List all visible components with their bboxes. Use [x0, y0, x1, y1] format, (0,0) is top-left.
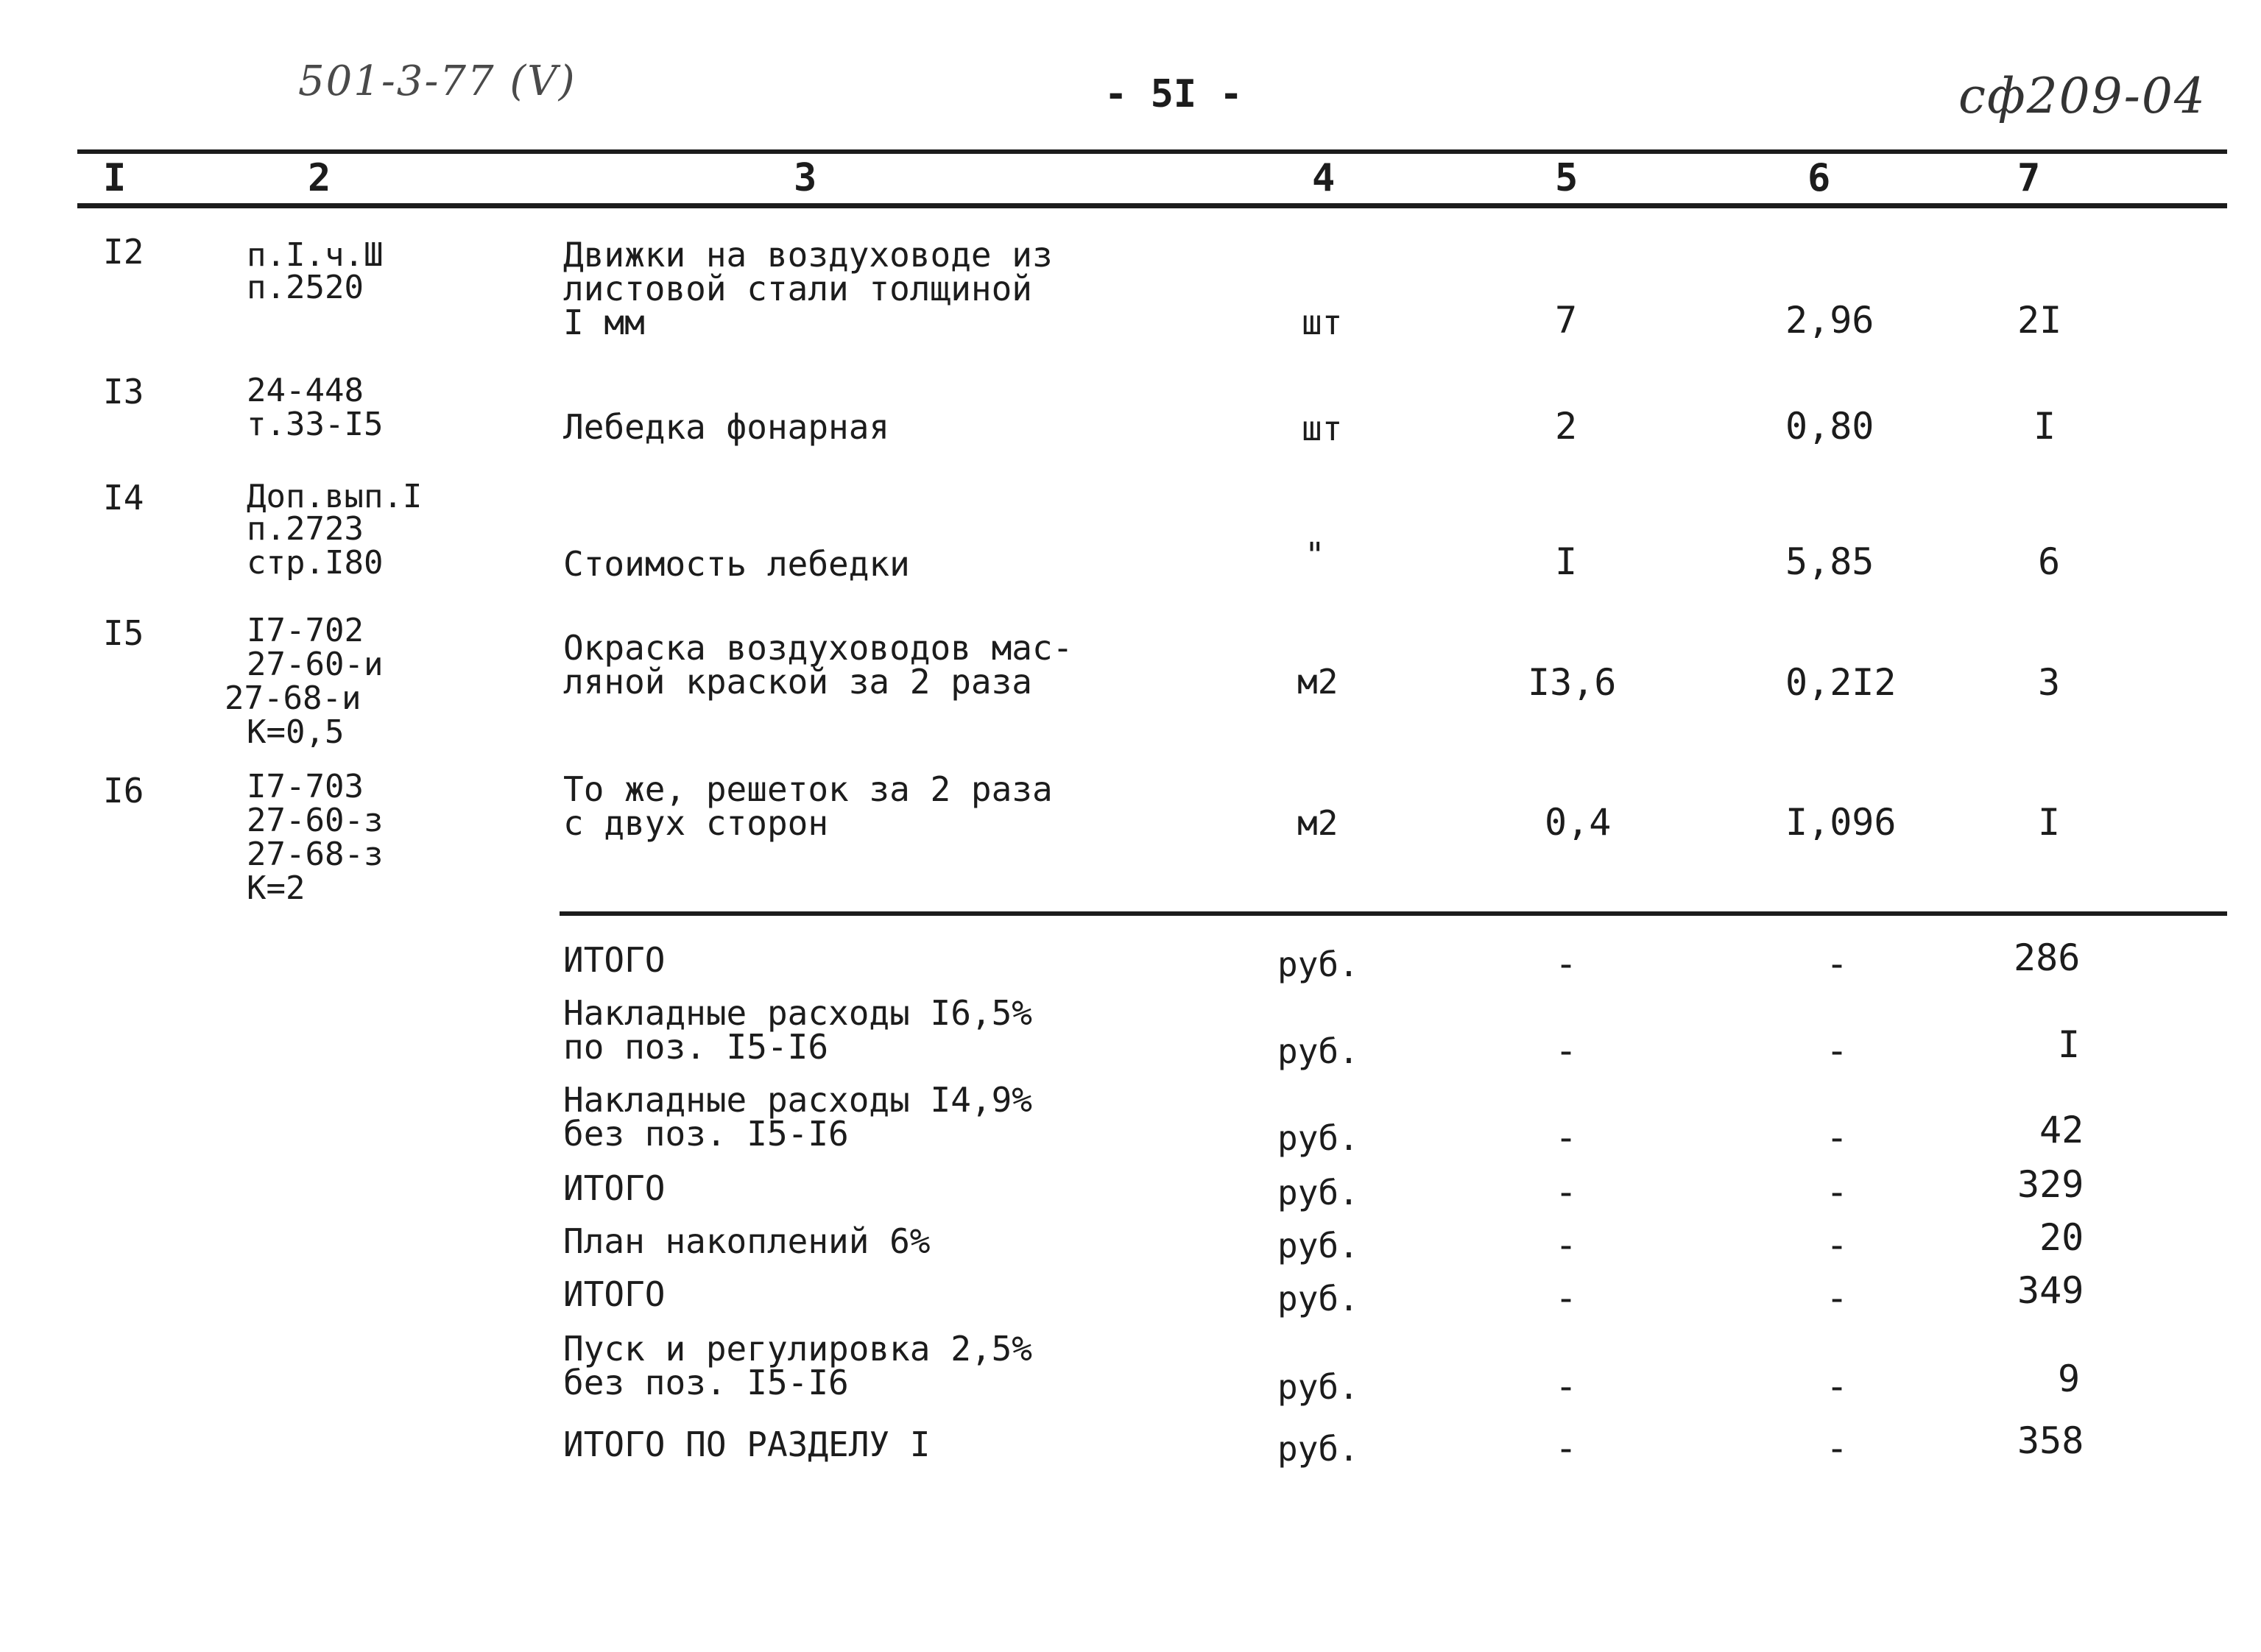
page-number: - 5I -: [1104, 72, 1243, 116]
total-cost: 42: [2039, 1109, 2084, 1151]
document-code-right: сф209-04: [1958, 68, 2207, 124]
summary-label: Накладные расходы I4,9%: [563, 1080, 1032, 1120]
reference-line: К=2: [247, 869, 306, 907]
summary-label: по поз. I5-I6: [563, 1027, 829, 1067]
reference-line: 27-60-и: [247, 646, 384, 683]
position-number: I3: [103, 372, 144, 412]
summary-label: ИТОГО: [563, 940, 666, 980]
item-name-line: с двух сторон: [563, 803, 829, 843]
unit-price: -: [1826, 1427, 1849, 1469]
item-name-line: Окраска воздуховодов мас-: [563, 628, 1073, 668]
item-name-line: ляной краской за 2 раза: [563, 662, 1032, 702]
position-number: I5: [103, 613, 144, 653]
total-cost: 329: [2017, 1163, 2084, 1206]
reference-line: I7-702: [247, 612, 364, 649]
total-cost: 6: [2038, 540, 2061, 583]
unit-price: -: [1826, 1171, 1849, 1213]
quantity: I3,6: [1528, 661, 1617, 704]
header-bottom-rule: [77, 203, 2227, 208]
summary-label: без поз. I5-I6: [563, 1114, 849, 1154]
unit-price: 2,96: [1785, 299, 1874, 342]
total-cost: 20: [2039, 1216, 2084, 1259]
unit: руб.: [1277, 1173, 1359, 1212]
unit-price: 0,2I2: [1785, 661, 1897, 704]
unit-price: -: [1826, 1365, 1849, 1408]
unit: шт: [1302, 409, 1343, 448]
quantity: 2: [1555, 405, 1578, 448]
total-cost: 9: [2058, 1358, 2081, 1400]
total-cost: I: [2038, 801, 2061, 844]
unit-price: 5,85: [1785, 540, 1874, 583]
quantity: -: [1555, 1427, 1578, 1469]
summary-label: ИТОГО ПО РАЗДЕЛУ I: [563, 1425, 931, 1464]
reference-line: 24-448: [247, 372, 364, 409]
total-cost: 349: [2017, 1269, 2084, 1312]
position-number: I2: [103, 232, 144, 272]
quantity: -: [1555, 942, 1578, 985]
summary-label: без поз. I5-I6: [563, 1363, 849, 1402]
quantity: -: [1555, 1365, 1578, 1408]
quantity: -: [1555, 1224, 1578, 1266]
document-code-left: 501-3-77 (V): [298, 57, 576, 105]
total-cost: I: [2058, 1023, 2081, 1066]
item-name-line: I мм: [563, 303, 645, 342]
summary-label: Накладные расходы I6,5%: [563, 993, 1032, 1033]
unit-price: -: [1826, 1277, 1849, 1319]
reference-line: 27-68-з: [247, 836, 384, 873]
unit: руб.: [1277, 1031, 1359, 1071]
item-name-line: Движки на воздуховоде из: [563, 235, 1053, 275]
unit: руб.: [1277, 1118, 1359, 1158]
quantity: I: [1555, 540, 1578, 583]
unit: руб.: [1277, 1279, 1359, 1319]
total-cost: I: [2034, 405, 2056, 448]
column-header-5: 5: [1555, 156, 1579, 200]
summary-separator-rule: [560, 911, 2227, 916]
reference-line: К=0,5: [247, 713, 345, 751]
table-top-rule: [77, 149, 2227, 154]
quantity: 7: [1555, 299, 1578, 342]
column-header-1: I: [103, 156, 127, 200]
unit: руб.: [1277, 1367, 1359, 1407]
column-header-2: 2: [308, 156, 331, 200]
total-cost: 286: [2014, 936, 2081, 979]
reference-line: п.2723: [247, 510, 364, 548]
unit: ": [1305, 535, 1325, 575]
reference-line: 27-60-з: [247, 802, 384, 839]
summary-label: ИТОГО: [563, 1274, 666, 1314]
reference-line: п.2520: [247, 269, 364, 306]
quantity: 0,4: [1545, 801, 1612, 844]
item-name-line: Стоимость лебедки: [563, 544, 910, 584]
reference-line: т.33-I5: [247, 406, 384, 443]
summary-label: Пуск и регулировка 2,5%: [563, 1329, 1032, 1369]
unit-price: -: [1826, 942, 1849, 985]
unit: руб.: [1277, 1429, 1359, 1469]
reference-line: п.I.ч.Ш: [247, 236, 384, 274]
unit: шт: [1302, 303, 1343, 342]
unit: руб.: [1277, 945, 1359, 984]
unit-price: I,096: [1785, 801, 1897, 844]
quantity: -: [1555, 1116, 1578, 1159]
reference-line: 27-68-и: [225, 679, 361, 717]
reference-line: Доп.вып.I: [247, 478, 423, 515]
unit-price: 0,80: [1785, 405, 1874, 448]
item-name-line: То же, решеток за 2 раза: [563, 769, 1053, 809]
unit-price: -: [1826, 1029, 1849, 1072]
quantity: -: [1555, 1277, 1578, 1319]
summary-label: План накоплений 6%: [563, 1221, 931, 1261]
summary-label: ИТОГО: [563, 1168, 666, 1208]
column-header-7: 7: [2017, 156, 2041, 200]
item-name-line: Лебедка фонарная: [563, 407, 890, 447]
position-number: I4: [103, 478, 144, 518]
reference-line: стр.I80: [247, 544, 384, 582]
column-header-4: 4: [1312, 156, 1336, 200]
quantity: -: [1555, 1029, 1578, 1072]
column-header-3: 3: [794, 156, 817, 200]
column-header-6: 6: [1807, 156, 1831, 200]
total-cost: 358: [2017, 1419, 2084, 1462]
total-cost: 3: [2038, 661, 2061, 704]
unit-price: -: [1826, 1224, 1849, 1266]
unit: м2: [1297, 662, 1338, 702]
reference-line: I7-703: [247, 768, 364, 805]
unit: руб.: [1277, 1226, 1359, 1266]
position-number: I6: [103, 771, 144, 811]
total-cost: 2I: [2017, 299, 2062, 342]
item-name-line: листовой стали толщиной: [563, 269, 1032, 308]
unit-price: -: [1826, 1116, 1849, 1159]
quantity: -: [1555, 1171, 1578, 1213]
unit: м2: [1297, 803, 1338, 843]
